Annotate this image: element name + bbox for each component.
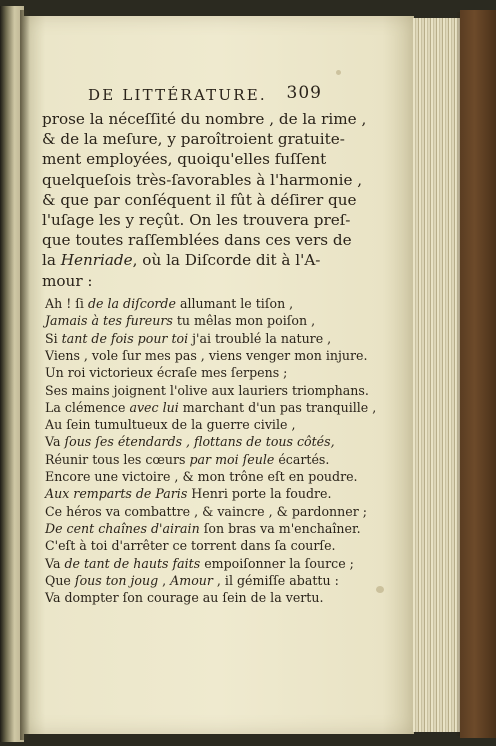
italic-text: de tant de hauts faits	[64, 555, 201, 571]
verse-line	[45, 296, 293, 311]
page-number: 309	[286, 83, 322, 103]
italic-text: avec lui	[129, 399, 179, 415]
verse-line	[45, 331, 331, 346]
verse-line	[45, 313, 315, 328]
prose-line	[42, 231, 352, 250]
verse-line	[45, 365, 287, 380]
text-run: La clémence	[45, 399, 130, 415]
text-run: tu mêlas mon poiſon ,	[172, 313, 316, 329]
italic-text: Aux remparts de Paris	[45, 486, 188, 502]
prose-line	[42, 211, 351, 229]
text-run: Si	[45, 330, 62, 346]
verse-line	[45, 504, 367, 519]
text-run: écartés.	[274, 451, 330, 467]
italic-text: ſous ton joug	[74, 572, 159, 588]
running-title: DE LITTÉRATURE.	[88, 86, 267, 104]
verse-line	[45, 521, 361, 536]
verse-line	[45, 486, 332, 501]
text-run: que toutes raſſemblées dans ces vers de	[42, 231, 352, 250]
text-run: ,	[158, 572, 171, 588]
verse-line	[45, 417, 295, 432]
text-run: , il gémiſſe abattu :	[212, 572, 339, 588]
prose-line	[42, 130, 345, 149]
verse-line	[45, 469, 358, 484]
book-cover-edge	[460, 10, 496, 738]
text-run: Réunir tous les cœurs	[45, 451, 190, 467]
text-run: Encore une victoire , & mon trône eſt en poudre.	[45, 469, 358, 484]
italic-text: de la diſcorde	[87, 296, 176, 311]
verse-line	[45, 573, 339, 588]
text-run: la	[42, 251, 61, 270]
text-run: prose la néceſſité du nombre , de la rime ,	[42, 110, 367, 128]
italic-text: par moi ſeule	[189, 451, 275, 467]
verse-line	[45, 348, 367, 363]
text-run: Henri porte la foudre.	[187, 486, 332, 502]
verse-line	[45, 452, 329, 467]
prose-line	[42, 150, 327, 169]
prose-line	[42, 251, 321, 270]
text-run: ſon bras va m'enchaîner.	[199, 520, 361, 536]
text-run: Un roi victorieux écraſe mes ſerpens ;	[45, 365, 288, 381]
text-run: ment employées, quoiqu'elles fuſſent	[42, 150, 327, 169]
text-run: Que	[45, 572, 75, 588]
text-run: , où la Diſcorde dit à l'A-	[132, 251, 321, 270]
verse-line	[45, 538, 336, 553]
text-run: Ah ! ſi	[45, 296, 88, 311]
text-run: & de la meſure, y paroîtroient gratuite-	[42, 130, 345, 149]
text-run: allumant le tiſon ,	[175, 296, 294, 311]
prose-line	[42, 110, 367, 128]
italic-text: Amour	[170, 572, 213, 588]
verse-line	[45, 590, 323, 605]
text-run: & que par conſéquent il fût à déſirer que	[42, 190, 357, 209]
prose-line	[42, 272, 314, 290]
text-run: quelqueſois très-ſavorables à l'harmonie ,	[42, 170, 363, 189]
text-run: Au ſein tumultueux de la guerre civile ,	[45, 417, 296, 433]
italic-text: Henriade	[60, 251, 133, 270]
running-header	[88, 83, 322, 112]
italic-text: De cent chaînes d'airain	[45, 520, 200, 536]
verse-line	[45, 383, 369, 398]
text-run: Va	[45, 434, 65, 450]
italic-text: ſous ſes étendards , flottans de tous côtés,	[64, 434, 335, 450]
verse-line	[45, 400, 376, 415]
text-run: Viens , vole ſur mes pas , viens venger mon injure.	[45, 347, 368, 363]
text-run: Va	[45, 555, 65, 571]
text-run: C'eſt à toi d'arrêter ce torrent dans ſa courſe.	[45, 538, 336, 554]
text-run: j'ai troublé la nature ,	[188, 330, 332, 346]
text-run: marchant d'un pas tranquille ,	[178, 399, 377, 415]
foxing-spot	[336, 70, 341, 75]
text-run: mour :	[42, 271, 93, 290]
page-gutter	[20, 10, 30, 740]
foxing-spot	[376, 586, 384, 593]
text-run: l'uſage les y reçût. On les trouvera preſ-	[42, 211, 351, 229]
verse-line	[45, 556, 354, 571]
italic-text: tant de fois pour toi	[61, 330, 189, 346]
text-run: Va dompter ſon courage au ſein de la vertu.	[45, 590, 324, 606]
verse-line	[45, 434, 335, 449]
prose-line	[42, 190, 357, 209]
text-run: Ce héros va combattre , & vaincre , & pardonner ;	[45, 503, 368, 519]
text-run: Ses mains joignent l'olive aux lauriers triomphans.	[45, 382, 369, 398]
text-run: empoiſonner la ſource ;	[200, 555, 354, 571]
italic-text: Jamais à tes fureurs	[45, 313, 173, 329]
prose-line	[42, 170, 363, 189]
